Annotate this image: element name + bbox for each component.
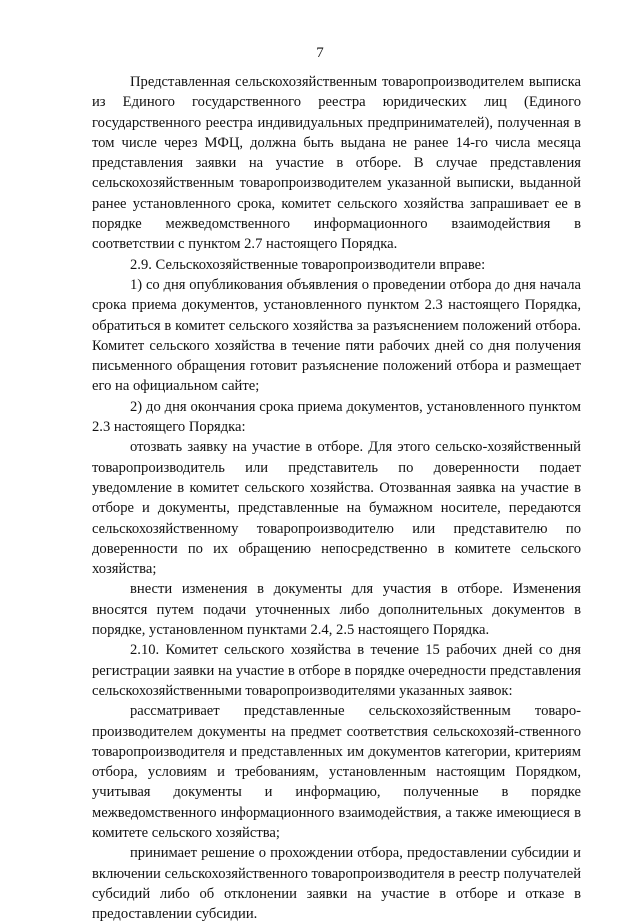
paragraph-extract-requirement: Представленная сельскохозяйственным товаропроизводителем выписка из Единого государственного реестра юридических лиц (Единого государственного реестра индивидуальных предпринимателей), полученная в том числе через МФЦ, должна быть выдана не ранее 14-го числа месяца представления заявки на участие в отборе. В случае представления сельскохозяйственным товаропроизводителем указанной выписки, выданной ранее установленного срока, комитет сельского хозяйства запрашивает ее в порядке межведомственного информационного взаимодействия в соответствии с пунктом 2.7 настоящего Порядка.	[92, 74, 581, 253]
paragraph-withdraw-application: отозвать заявку на участие в отборе. Для этого сельско-хозяйственный товаропроизводитель или представитель по доверенности подает уведомление в комитет сельского хозяйства. Отозванная заявка на участие в отборе и документы, представленные на бумажном носителе, передаются сельскохозяйственному товаропроизводителю или представителю по доверенности по их обращению непосредственно в комитете сельского хозяйства;	[92, 439, 581, 578]
paragraph-review-documents: рассматривает представленные сельскохозяйственным товаро-производителем документы на предмет соответствия сельскохозяй-ственного товаропроизводителя и представленных им документов категории, критериям отбора, условиям и требованиям, установленным настоящим Порядком, учитывая документы и информацию, полученные в порядке межведомственного информационного взаимодействия, а также имеющиеся в комитете сельского хозяйства;	[92, 703, 581, 841]
paragraph-amend-documents: внести изменения в документы для участия в отборе. Изменения вносятся путем подачи уточненных либо дополнительных документов в порядке, установленном пунктами 2.4, 2.5 настоящего Порядка.	[92, 581, 581, 639]
paragraph-2-9-item-2: 2) до дня окончания срока приема документов, установленного пунктом 2.3 настоящего Порядка:	[92, 398, 581, 436]
paragraph-decision: принимает решение о прохождении отбора, предоставлении субсидии и включении сельскохозяйственного товаропроизводителя в реестр получателей субсидий либо об отклонении заявки на участие в отборе и отказе в предоставлении субсидии.	[92, 845, 581, 923]
page-number: 7	[316, 45, 324, 61]
paragraph-2-10-heading: 2.10. Комитет сельского хозяйства в течение 15 рабочих дней со дня регистрации заявки на участие в отборе в порядке очередности представления сельскохозяйственными товаропроизводителями указанных заявок:	[92, 642, 581, 699]
paragraph-2-9-heading: 2.9. Сельскохозяйственные товаропроизводители вправе:	[130, 256, 486, 273]
document-body	[92, 72, 581, 924]
paragraph-2-9-item-1: 1) со дня опубликования объявления о проведении отбора до дня начала срока приема документов, установленного пунктом 2.3 настоящего Порядка, обратиться в комитет сельского хозяйства за разъяснением положений отбора. Комитет сельского хозяйства в течение пяти рабочих дней со дня получения письменного обращения готовит разъяснение положений отбора и размещает его на официальном сайте;	[92, 276, 581, 395]
